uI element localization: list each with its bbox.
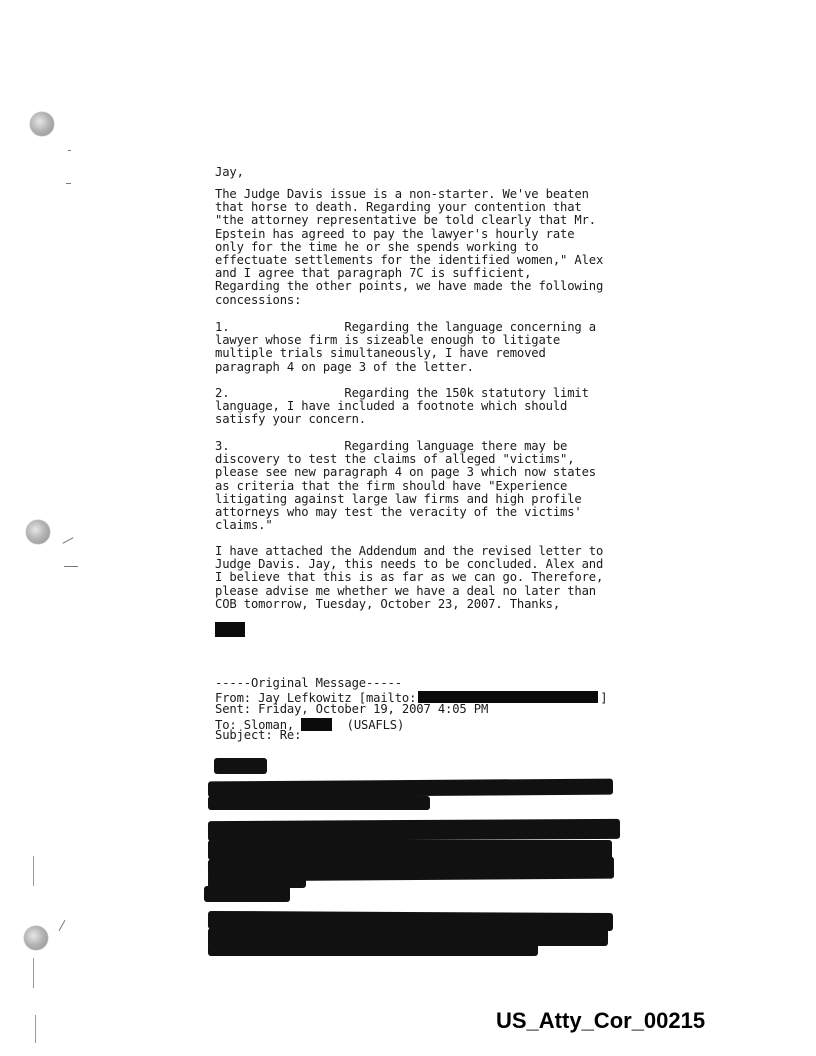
- redaction-block: [208, 819, 620, 841]
- punch-hole-middle: [26, 520, 50, 544]
- redaction-block: [204, 886, 290, 902]
- from-prefix: From: Jay Lefkowitz [mailto:: [215, 691, 417, 705]
- scan-margin-mark: [35, 1015, 36, 1043]
- scan-margin-mark: [33, 958, 34, 988]
- concession-item-1: 1. Regarding the language concerning a lawyer whose firm is sizeable enough to litigate multiple trials simultaneously, I have removed paragraph 4 on page 3 of the letter.: [215, 320, 596, 374]
- concession-item-3: 3. Regarding language there may be discovery to test the claims of alleged "victims", please see new paragraph 4 on page 3 which now states as criteria that the firm should have "Experience litigating against large law firms and high profile attorneys who may test the veracity of the victims' claims.": [215, 439, 596, 533]
- scan-margin-mark: [33, 856, 34, 886]
- original-message-separator: -----Original Message-----: [215, 676, 402, 690]
- concession-item-2: 2. Regarding the 150k statutory limit language, I have included a footnote which should satisfy your concern.: [215, 386, 589, 427]
- scan-speck: [59, 920, 66, 931]
- to-suffix: (USAFLS): [346, 718, 405, 732]
- closing-paragraph: I have attached the Addendum and the revised letter to Judge Davis. Jay, this needs to be concluded. Alex and I believe that this is as far as we can go. Therefore, please advise me whether we have a deal no later than COB tomorrow, Tuesday, October 23, 2007. Thanks,: [215, 544, 604, 611]
- to-prefix: To: Sloman,: [215, 718, 295, 732]
- punch-hole-bottom: [24, 926, 48, 950]
- redaction-block: [214, 758, 267, 774]
- greeting: Jay,: [215, 165, 244, 179]
- scan-speck: [62, 537, 73, 544]
- scan-speck: [64, 566, 78, 567]
- scan-speck: [68, 150, 71, 151]
- intro-paragraph: The Judge Davis issue is a non-starter. We've beaten that horse to death. Regarding your contention that "the attorney representative be told clearly that Mr. Epstein has agreed to pay the lawyer's hourly rate only for the time he or she spends working to effectuate settlements for the identified women," Alex and I agree that paragraph 7C is sufficient, Regarding the other points, we have made the following concessions:: [215, 187, 604, 307]
- redaction-block: [208, 796, 430, 810]
- redacted-name: [301, 718, 332, 731]
- redaction-block: [208, 942, 538, 956]
- from-suffix: ]: [600, 691, 608, 705]
- bates-number: US_Atty_Cor_00215: [496, 1008, 706, 1033]
- sent-line: Sent: Friday, October 19, 2007 4:05 PM: [215, 702, 489, 716]
- scan-speck: [66, 183, 71, 184]
- redacted-signature: [215, 622, 245, 637]
- redaction-block: [208, 779, 613, 798]
- subject-line: Subject: Re:: [215, 728, 302, 742]
- punch-hole-top: [30, 112, 54, 136]
